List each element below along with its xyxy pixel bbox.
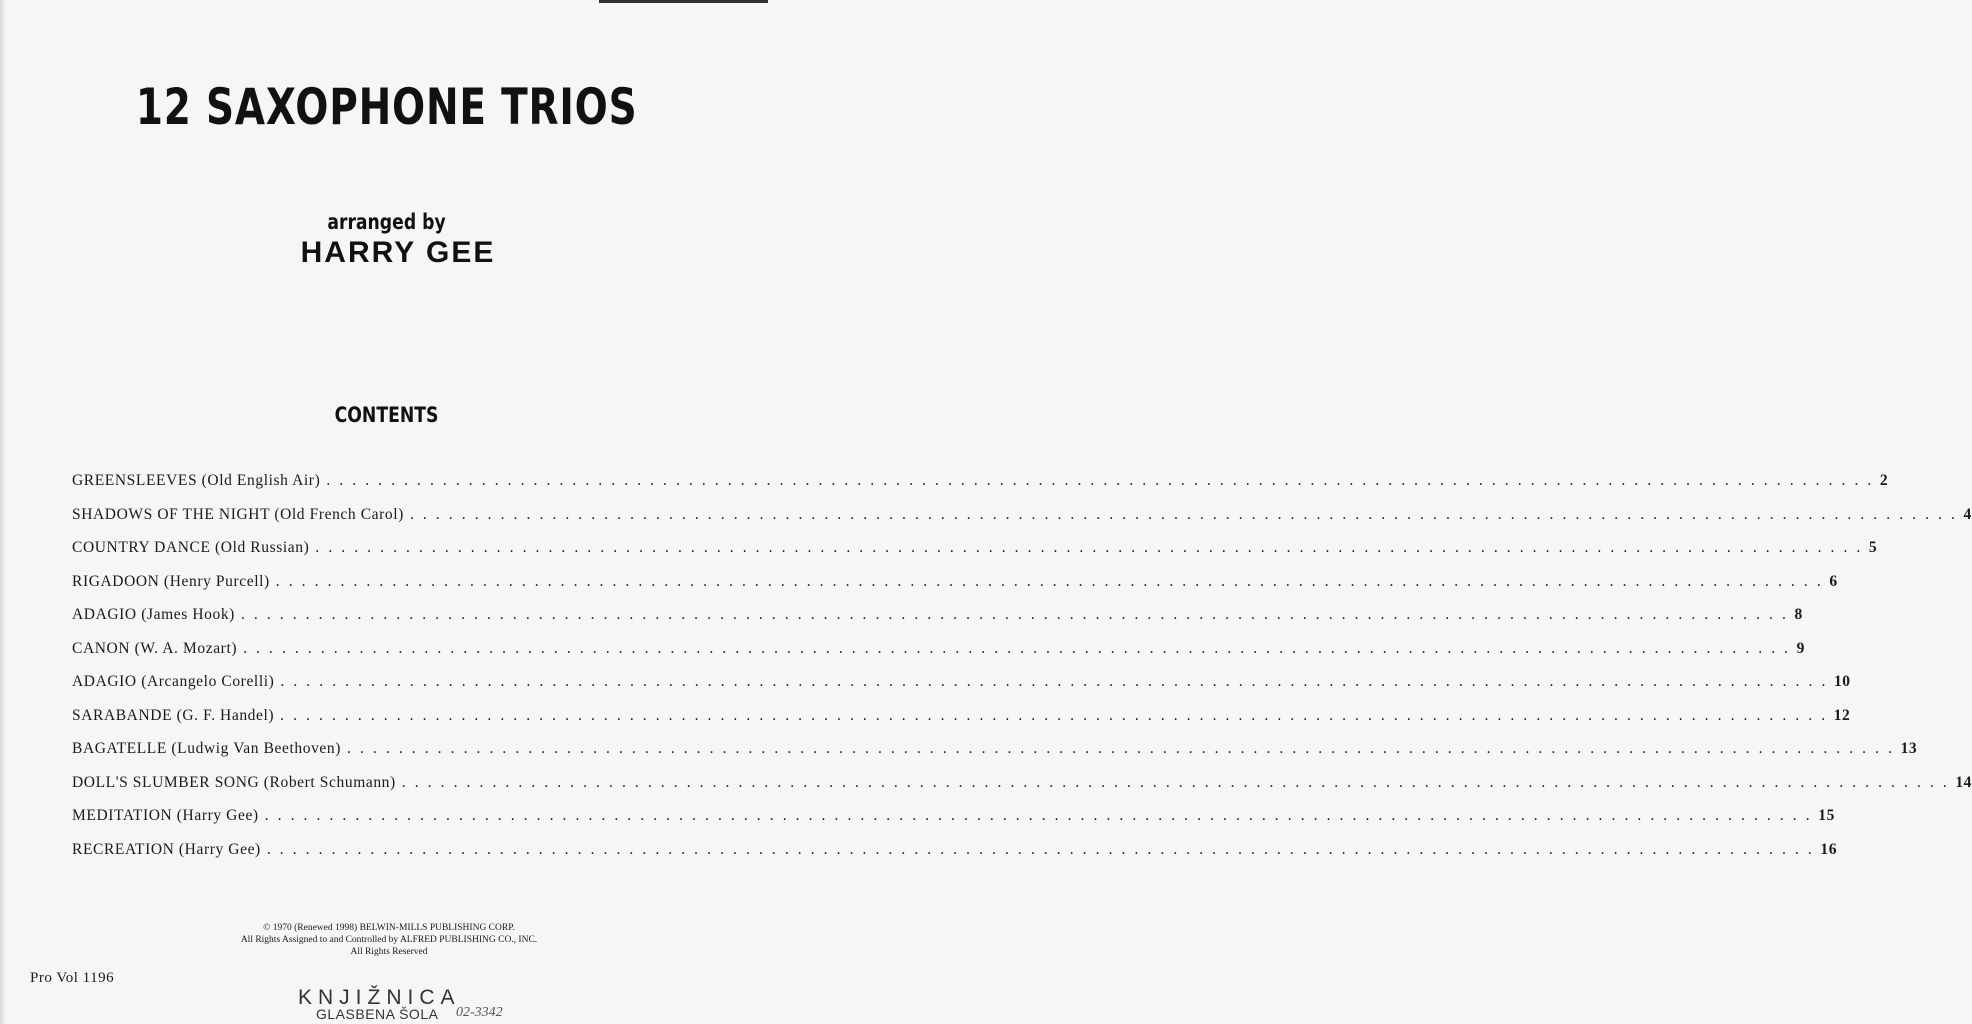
toc-entry (72, 706, 1851, 741)
dot-leader: . . . . . . . . . . . . . . . . . . . . . . . . . . . . . . . . . . . . . . . . . . . . . . . . . . . . . . . . . . . . . . . . . . . . . . . . . . . . . . . . . . . . . . . . . . . . . . . . . . . . . . . . . . . . . . . . . . . . . . . . (347, 740, 1895, 757)
toc-entry-title: COUNTRY DANCE (Old Russian) (72, 539, 310, 556)
toc-entry-page-number: 14 (1955, 773, 1972, 791)
dot-leader: . . . . . . . . . . . . . . . . . . . . . . . . . . . . . . . . . . . . . . . . . . . . . . . . . . . . . . . . . . . . . . . . . . . . . . . . . . . . . . . . . . . . . . . . . . . . . . . . . . . . . . . . . . . . . . . . . . . . . . . . (401, 773, 1950, 791)
toc-entry-title: SHADOWS OF THE NIGHT (Old French Carol) (72, 505, 404, 523)
dot-leader: . . . . . . . . . . . . . . . . . . . . . . . . . . . . . . . . . . . . . . . . . . . . . . . . . . . . . . . . . . . . . . . . . . . . . . . . . . . . . . . . . . . . . . . . . . . . . . . . . . . . . . . . . . . . . . . . . . . . . . . . (315, 539, 1863, 556)
table-of-contents (72, 472, 1972, 874)
copyright-line: © 1970 (Renewed 1998) BELWIN-MILLS PUBLISHING CORP. (263, 923, 515, 933)
library-stamp-handwritten-number: 02-3342 (456, 1005, 503, 1020)
toc-entry-title: SARABANDE (G. F. Handel) (72, 706, 275, 724)
toc-entry (72, 472, 1889, 506)
toc-entry-page-number: 4 (1963, 505, 1972, 523)
toc-entry-page-number: 12 (1833, 706, 1851, 724)
toc-entry (72, 539, 1878, 573)
toc-entry-title: BAGATELLE (Ludwig Van Beethoven) (72, 740, 342, 757)
toc-entry-page-number: 6 (1829, 572, 1838, 590)
contents-heading: CONTENTS (334, 403, 439, 427)
toc-entry (72, 807, 1835, 841)
scan-edge (0, 0, 768, 3)
dot-leader: . . . . . . . . . . . . . . . . . . . . . . . . . . . . . . . . . . . . . . . . . . . . . . . . . . . . . . . . . . . . . . . . . . . . . . . . . . . . . . . . . . . . . . . . . . . . . . . . . . . . . . . . . . . . . . . . . . . . . . . . (409, 505, 1958, 523)
dot-leader: . . . . . . . . . . . . . . . . . . . . . . . . . . . . . . . . . . . . . . . . . . . . . . . . . . . . . . . . . . . . . . . . . . . . . . . . . . . . . . . . . . . . . . . . . . . . . . . . . . . . . . . . . . . . . . . . . . . . . . . . (326, 472, 1874, 489)
dot-leader: . . . . . . . . . . . . . . . . . . . . . . . . . . . . . . . . . . . . . . . . . . . . . . . . . . . . . . . . . . . . . . . . . . . . . . . . . . . . . . . . . . . . . . . . . . . . . . . . . . . . . . . . . . . . . . . . . . . . . . . . (266, 840, 1815, 858)
toc-entry-title: MEDITATION (Harry Gee) (72, 807, 259, 824)
arranged-by-label: arranged by (327, 210, 446, 234)
toc-entry-title: DOLL'S SLUMBER SONG (Robert Schumann) (72, 773, 396, 791)
toc-entry (72, 639, 1806, 674)
arranger-name: HARRY GEE (300, 236, 496, 269)
copyright-line: All Rights Assigned to and Controlled by ALFRED PUBLISHING CO., INC. (240, 935, 538, 945)
toc-entry (72, 740, 1918, 774)
toc-entry-title: ADAGIO (Arcangelo Corelli) (72, 673, 275, 690)
dot-leader: . . . . . . . . . . . . . . . . . . . . . . . . . . . . . . . . . . . . . . . . . . . . . . . . . . . . . . . . . . . . . . . . . . . . . . . . . . . . . . . . . . . . . . . . . . . . . . . . . . . . . . . . . . . . . . . . . . . . . . . . (280, 706, 1828, 724)
toc-entry (72, 840, 1838, 875)
toc-entry-page-number: 2 (1879, 472, 1889, 489)
toc-entry-title: GREENSLEEVES (Old English Air) (72, 472, 321, 489)
toc-entry (72, 505, 1972, 540)
toc-entry (72, 773, 1972, 808)
toc-entry-page-number: 16 (1820, 840, 1838, 858)
copyright-line: All Rights Reserved (350, 947, 428, 957)
catalog-number: Pro Vol 1196 (30, 970, 115, 986)
toc-entry-page-number: 13 (1900, 740, 1918, 757)
toc-entry-title: RECREATION (Harry Gee) (72, 840, 261, 858)
dot-leader: . . . . . . . . . . . . . . . . . . . . . . . . . . . . . . . . . . . . . . . . . . . . . . . . . . . . . . . . . . . . . . . . . . . . . . . . . . . . . . . . . . . . . . . . . . . . . . . . . . . . . . . . . . . . . . . . . . . . . . . . (243, 639, 1791, 657)
toc-entry (72, 606, 1803, 640)
dot-leader: . . . . . . . . . . . . . . . . . . . . . . . . . . . . . . . . . . . . . . . . . . . . . . . . . . . . . . . . . . . . . . . . . . . . . . . . . . . . . . . . . . . . . . . . . . . . . . . . . . . . . . . . . . . . . . . . . . . . . . . . (280, 673, 1828, 690)
copyright-notice (5, 922, 773, 958)
toc-entry-page-number: 10 (1833, 673, 1851, 690)
dot-leader: . . . . . . . . . . . . . . . . . . . . . . . . . . . . . . . . . . . . . . . . . . . . . . . . . . . . . . . . . . . . . . . . . . . . . . . . . . . . . . . . . . . . . . . . . . . . . . . . . . . . . . . . . . . . . . . . . . . . . . . . (275, 572, 1824, 590)
toc-entry-title: CANON (W. A. Mozart) (72, 639, 238, 657)
toc-entry-page-number: 5 (1868, 539, 1878, 556)
scan-shadow (0, 0, 6, 1024)
library-stamp-title: KNJIŽNICA (298, 986, 461, 1009)
toc-entry (72, 673, 1851, 707)
toc-entry-page-number: 15 (1818, 807, 1835, 824)
dot-leader: . . . . . . . . . . . . . . . . . . . . . . . . . . . . . . . . . . . . . . . . . . . . . . . . . . . . . . . . . . . . . . . . . . . . . . . . . . . . . . . . . . . . . . . . . . . . . . . . . . . . . . . . . . . . . . . . . . . . . . . . (240, 606, 1789, 623)
toc-entry-page-number: 8 (1794, 606, 1803, 623)
toc-entry-page-number: 9 (1796, 639, 1806, 657)
toc-entry-title: RIGADOON (Henry Purcell) (72, 572, 270, 590)
toc-entry-title: ADAGIO (James Hook) (72, 606, 235, 623)
library-stamp-subtitle: GLASBENA ŠOLA (316, 1006, 439, 1022)
toc-entry (72, 572, 1838, 607)
dot-leader: . . . . . . . . . . . . . . . . . . . . . . . . . . . . . . . . . . . . . . . . . . . . . . . . . . . . . . . . . . . . . . . . . . . . . . . . . . . . . . . . . . . . . . . . . . . . . . . . . . . . . . . . . . . . . . . . . . . . . . . . (264, 807, 1813, 824)
page-title: 12 SAXOPHONE TRIOS (135, 78, 638, 136)
